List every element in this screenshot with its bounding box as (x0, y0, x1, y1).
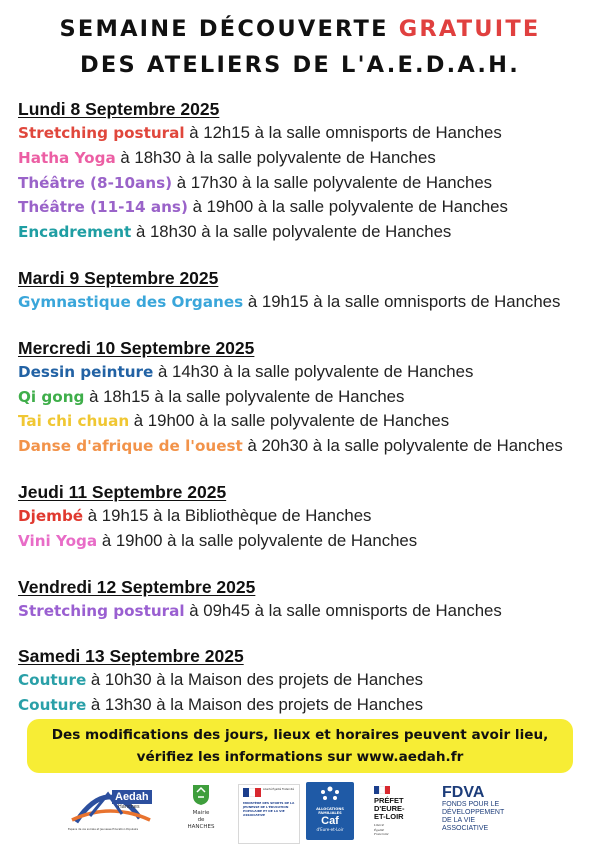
day-title: Jeudi 11 Septembre 2025 (18, 481, 227, 502)
mairie-line1: Mairie (192, 810, 210, 816)
day-block (18, 97, 594, 245)
fdva-l1: FONDS POUR LE (442, 801, 500, 808)
town-crest-icon (192, 784, 210, 806)
caf-people-icon (318, 785, 342, 803)
day-block (18, 266, 594, 315)
prefet-motto2: Égalité (374, 827, 385, 832)
fdva-l3: DE LA VIE (442, 817, 476, 824)
activity-details: à 19h15 à la Bibliothèque de Hanches (83, 505, 372, 525)
notice-line2: vérifiez les informations sur www.aedah.fr (136, 749, 464, 765)
mairie-line3: HANCHES (187, 824, 215, 830)
fdva-title: FDVA (442, 784, 485, 801)
activity-line (18, 668, 594, 693)
activity-line (18, 220, 594, 245)
french-flag-icon (243, 788, 261, 797)
activity-details: à 19h15 à la salle omnisports de Hanches (243, 291, 561, 311)
prefet-line2: D'EURE- (374, 804, 405, 813)
partner-logos (0, 780, 600, 844)
caf-logo (306, 782, 354, 840)
day-title: Lundi 8 Septembre 2025 (18, 99, 220, 119)
prefet-motto1: Liberté (374, 823, 385, 827)
title-highlight: GRATUITE (398, 16, 541, 42)
activity-line (18, 529, 594, 554)
activity-line (18, 195, 594, 220)
activity-details: à 13h30 à la Maison des projets de Hanches (86, 695, 424, 715)
activity-name: Stretching postural (18, 601, 185, 620)
ministere-top: Liberté Égalité Fraternité (263, 788, 295, 791)
aedah-logo (70, 780, 154, 840)
prefet-line3: ET-LOIR (374, 812, 404, 821)
aedah-tagline: Espace de vie sociale et Jeunesse Education Populaire (68, 828, 139, 831)
mairie-line2: de (197, 817, 205, 823)
activity-line (18, 290, 594, 315)
day-title: Mercredi 10 Septembre 2025 (18, 337, 255, 358)
activity-name: Stretching postural (18, 124, 185, 142)
activity-line (18, 693, 594, 718)
aedah-sub: Hanches (118, 804, 140, 810)
activity-name: Dessin peinture (18, 362, 154, 381)
activity-details: à 18h30 à la salle polyvalente de Hanches (131, 222, 452, 242)
activity-line (18, 385, 594, 410)
activity-name: Vini Yoga (18, 531, 98, 550)
notice-banner (27, 719, 573, 773)
schedule (18, 97, 594, 739)
title-prefix: SEMAINE DÉCOUVERTE (59, 16, 389, 42)
activity-name: Couture (18, 671, 87, 690)
day-block (18, 575, 594, 624)
activity-name: Gymnastique des Organes (18, 292, 244, 311)
day-block (18, 336, 594, 459)
day-block (18, 644, 594, 718)
activity-line (18, 599, 594, 624)
page-title-line2: DES ATELIERS DE L'A.E.D.A.H. (80, 52, 520, 78)
activity-name: Théâtre (11-14 ans) (18, 198, 188, 217)
caf-line3: d'Eure-et-Loir (316, 827, 344, 832)
prefet-line1: PRÉFET (374, 796, 404, 805)
day-title: Samedi 13 Septembre 2025 (18, 646, 244, 667)
activity-line (18, 121, 594, 146)
activity-name: Couture (18, 696, 87, 715)
ministere-text: MINISTÈRE DES SPORTS DE LA JEUNESSE DE L'ÉDUCATION POPULAIRE ET DE LA VIE ASSOCIATIVE (243, 801, 295, 817)
activity-line (18, 409, 594, 434)
mairie-logo (186, 784, 216, 842)
activity-details: à 10h30 à la Maison des projets de Hanches (86, 670, 424, 690)
activity-name: Encadrement (18, 223, 132, 242)
activity-line (18, 434, 594, 459)
page-title-line1 (0, 11, 600, 47)
day-title: Vendredi 12 Septembre 2025 (18, 576, 256, 597)
activity-details: à 12h15 à la salle omnisports de Hanches (184, 123, 502, 142)
activity-line (18, 146, 594, 171)
fdva-l4: ASSOCIATIVE (442, 825, 489, 832)
fdva-l2: DÉVELOPPEMENT (442, 809, 505, 816)
activity-details: à 14h30 à la salle polyvalente de Hanches (153, 361, 474, 381)
activity-name: Qi gong (18, 387, 85, 406)
activity-name: Théâtre (8-10ans) (18, 173, 173, 192)
activity-line (18, 171, 594, 196)
prefet-motto3: Fraternité (374, 832, 389, 836)
activity-name: Danse d'afrique de l'ouest (18, 437, 243, 456)
ministere-logo (238, 784, 300, 844)
prefet-logo (374, 786, 424, 842)
activity-details: à 17h30 à la salle polyvalente de Hanches (172, 172, 493, 192)
activity-line (18, 504, 594, 529)
activity-details: à 09h45 à la salle omnisports de Hanches (184, 600, 502, 620)
activity-name: Djembé (18, 506, 84, 525)
activity-details: à 19h00 à la salle polyvalente de Hanches (97, 530, 418, 550)
day-block (18, 480, 594, 554)
activity-details: à 19h00 à la salle polyvalente de Hanches (187, 197, 508, 217)
activity-details: à 20h30 à la salle polyvalente de Hanches (242, 436, 563, 456)
activity-name: Tai chi chuan (18, 412, 130, 431)
caf-line1: ALLOCATIONS FAMILIALES (316, 807, 344, 815)
activity-details: à 18h15 à la salle polyvalente de Hanches (84, 386, 405, 406)
prefet-flag-icon (374, 786, 390, 794)
activity-name: Hatha Yoga (18, 148, 116, 167)
caf-line2: Caf (321, 815, 339, 827)
activity-line (18, 360, 594, 385)
fdva-logo (442, 784, 532, 840)
day-title: Mardi 9 Septembre 2025 (18, 267, 219, 288)
activity-details: à 18h30 à la salle polyvalente de Hanches (115, 147, 436, 167)
aedah-name: Aedah (112, 790, 152, 804)
activity-details: à 19h00 à la salle polyvalente de Hanches (129, 411, 450, 431)
notice-line1: Des modifications des jours, lieux et horaires peuvent avoir lieu, (51, 727, 549, 743)
